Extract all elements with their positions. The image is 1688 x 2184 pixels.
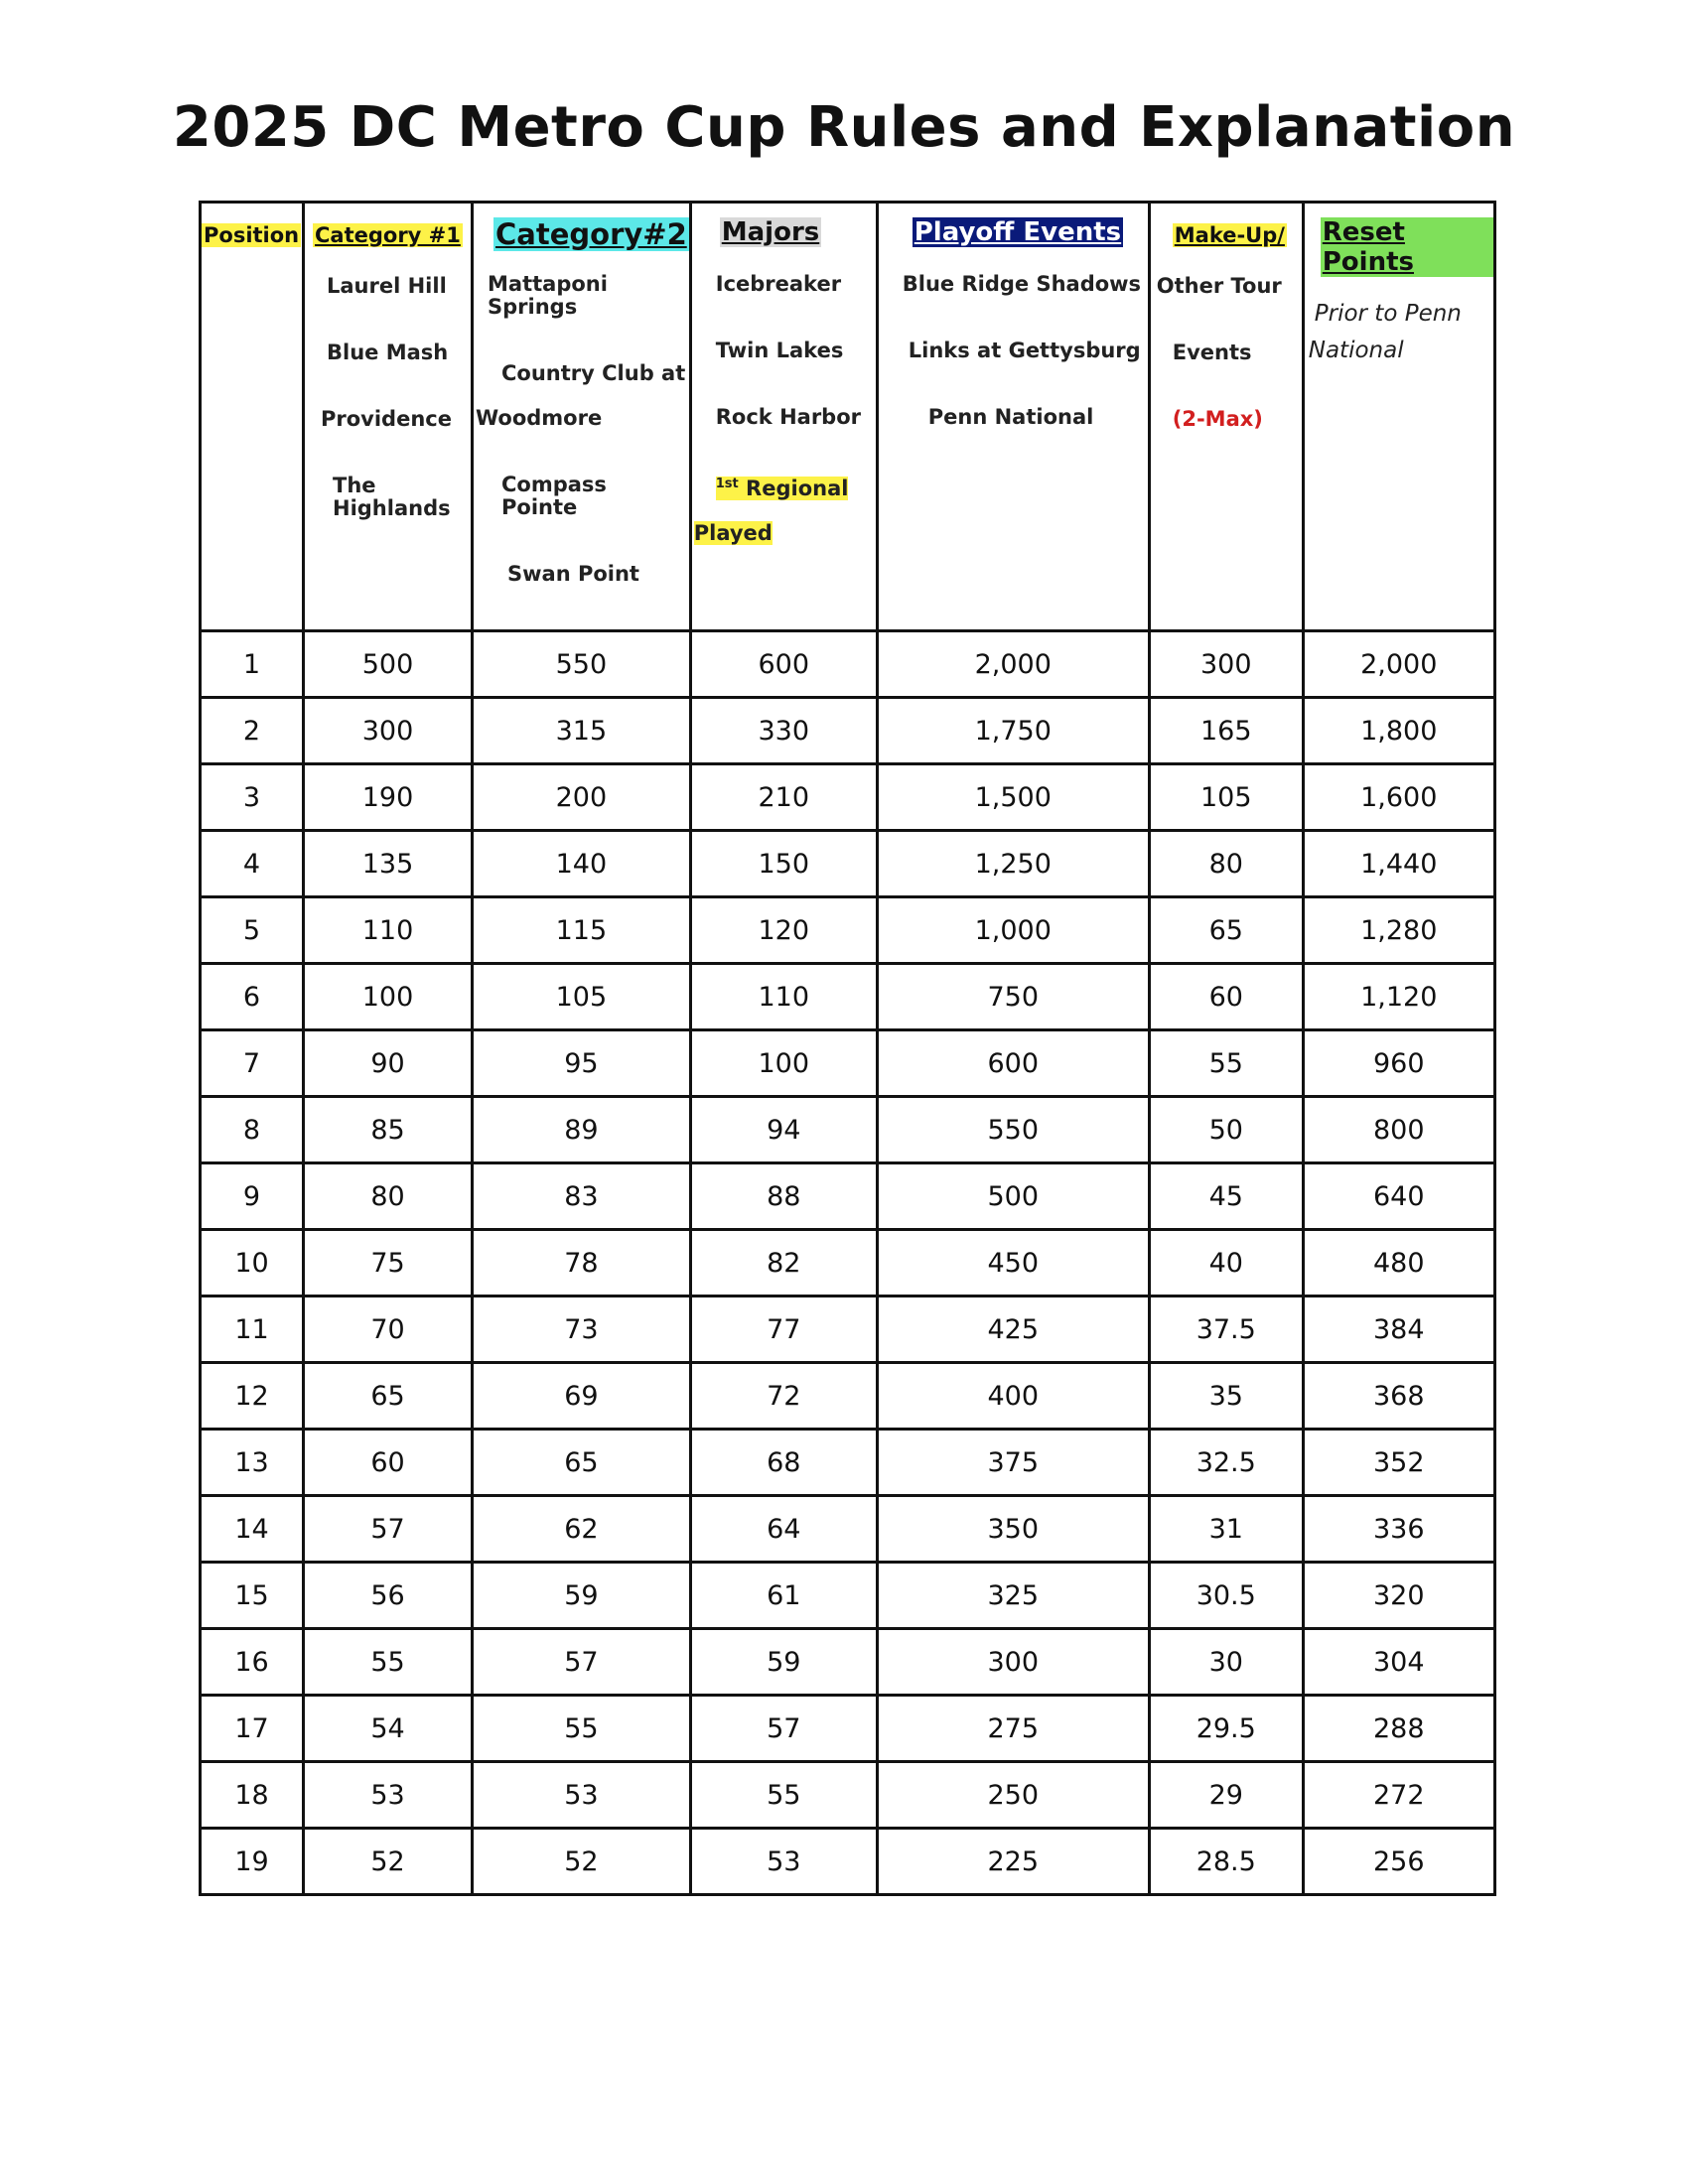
cell-reset: 304 bbox=[1303, 1629, 1494, 1696]
cell-category2: 315 bbox=[473, 698, 691, 764]
table-row bbox=[201, 631, 1495, 698]
cell-majors: 210 bbox=[690, 764, 877, 831]
cell-reset: 256 bbox=[1303, 1829, 1494, 1895]
regional-label: $^{1st}$ Regional bbox=[715, 477, 849, 500]
cell-majors: 68 bbox=[690, 1430, 877, 1496]
cell-playoff: 275 bbox=[877, 1696, 1149, 1762]
cell-category2: 57 bbox=[473, 1629, 691, 1696]
cell-makeup: 50 bbox=[1149, 1097, 1303, 1163]
table-row bbox=[201, 1430, 1495, 1496]
cell-playoff: 2,000 bbox=[877, 631, 1149, 698]
venue: Laurel Hill bbox=[327, 274, 447, 298]
cell-category2: 65 bbox=[473, 1430, 691, 1496]
cell-majors: 55 bbox=[690, 1762, 877, 1829]
cell-position: 5 bbox=[201, 897, 304, 964]
cell-category2: 55 bbox=[473, 1696, 691, 1762]
table-row bbox=[201, 1829, 1495, 1895]
cell-makeup: 165 bbox=[1149, 698, 1303, 764]
cell-category2: 52 bbox=[473, 1829, 691, 1895]
cell-majors: 150 bbox=[690, 831, 877, 897]
cell-reset: 320 bbox=[1303, 1563, 1494, 1629]
cell-playoff: 250 bbox=[877, 1762, 1149, 1829]
cell-reset: 352 bbox=[1303, 1430, 1494, 1496]
table-row bbox=[201, 1097, 1495, 1163]
cell-reset: 272 bbox=[1303, 1762, 1494, 1829]
venue-regional bbox=[716, 473, 876, 500]
cell-majors: 120 bbox=[690, 897, 877, 964]
makeup-max: (2-Max) bbox=[1172, 407, 1263, 431]
cell-category1: 75 bbox=[304, 1230, 473, 1297]
cell-category2: 550 bbox=[473, 631, 691, 698]
cell-majors: 59 bbox=[690, 1629, 877, 1696]
cell-category1: 85 bbox=[304, 1097, 473, 1163]
cell-playoff: 600 bbox=[877, 1030, 1149, 1097]
header-category2-label: Category#2 bbox=[495, 217, 687, 251]
cell-majors: 82 bbox=[690, 1230, 877, 1297]
category2-venues bbox=[476, 272, 689, 586]
cell-majors: 94 bbox=[690, 1097, 877, 1163]
cell-playoff: 300 bbox=[877, 1629, 1149, 1696]
cell-makeup: 105 bbox=[1149, 764, 1303, 831]
cell-category1: 53 bbox=[304, 1762, 473, 1829]
table-row bbox=[201, 764, 1495, 831]
cell-majors: 110 bbox=[690, 964, 877, 1030]
cell-position: 19 bbox=[201, 1829, 304, 1895]
cell-category1: 190 bbox=[304, 764, 473, 831]
points-table bbox=[199, 201, 1496, 1896]
cell-makeup: 40 bbox=[1149, 1230, 1303, 1297]
category1-venues bbox=[313, 275, 471, 520]
table-row bbox=[201, 831, 1495, 897]
venue: Links at Gettysburg bbox=[908, 339, 1141, 362]
cell-reset: 1,800 bbox=[1303, 698, 1494, 764]
header-position bbox=[201, 203, 304, 631]
cell-category1: 500 bbox=[304, 631, 473, 698]
header-makeup-label: Make-Up/ bbox=[1174, 223, 1285, 247]
venue: Icebreaker bbox=[715, 272, 842, 296]
cell-makeup: 28.5 bbox=[1149, 1829, 1303, 1895]
cell-makeup: 29.5 bbox=[1149, 1696, 1303, 1762]
venue: Other Tour bbox=[1156, 274, 1282, 298]
venue: Swan Point bbox=[507, 562, 639, 586]
cell-category2: 140 bbox=[473, 831, 691, 897]
cell-category1: 57 bbox=[304, 1496, 473, 1563]
cell-category1: 55 bbox=[304, 1629, 473, 1696]
cell-position: 2 bbox=[201, 698, 304, 764]
cell-position: 3 bbox=[201, 764, 304, 831]
table-body bbox=[201, 631, 1495, 1895]
cell-reset: 1,120 bbox=[1303, 964, 1494, 1030]
header-majors-label: Majors bbox=[721, 217, 820, 247]
table-row bbox=[201, 1163, 1495, 1230]
cell-majors: 100 bbox=[690, 1030, 877, 1097]
cell-majors: 53 bbox=[690, 1829, 877, 1895]
cell-reset: 2,000 bbox=[1303, 631, 1494, 698]
venue-regional-line2: Played bbox=[693, 521, 773, 545]
cell-position: 7 bbox=[201, 1030, 304, 1097]
cell-makeup: 300 bbox=[1149, 631, 1303, 698]
cell-reset: 480 bbox=[1303, 1230, 1494, 1297]
cell-makeup: 65 bbox=[1149, 897, 1303, 964]
table-row bbox=[201, 1496, 1495, 1563]
cell-reset: 336 bbox=[1303, 1496, 1494, 1563]
cell-category2: 73 bbox=[473, 1297, 691, 1363]
cell-makeup: 45 bbox=[1149, 1163, 1303, 1230]
cell-category2: 89 bbox=[473, 1097, 691, 1163]
cell-playoff: 425 bbox=[877, 1297, 1149, 1363]
makeup-venues bbox=[1156, 274, 1302, 431]
header-position-label: Position bbox=[204, 223, 300, 247]
cell-category2: 69 bbox=[473, 1363, 691, 1430]
cell-majors: 77 bbox=[690, 1297, 877, 1363]
cell-reset: 800 bbox=[1303, 1097, 1494, 1163]
majors-venues bbox=[693, 272, 876, 545]
cell-makeup: 55 bbox=[1149, 1030, 1303, 1097]
cell-position: 1 bbox=[201, 631, 304, 698]
cell-category1: 56 bbox=[304, 1563, 473, 1629]
cell-makeup: 37.5 bbox=[1149, 1297, 1303, 1363]
header-makeup bbox=[1149, 203, 1303, 631]
cell-majors: 600 bbox=[690, 631, 877, 698]
cell-majors: 72 bbox=[690, 1363, 877, 1430]
cell-category1: 60 bbox=[304, 1430, 473, 1496]
table-row bbox=[201, 1230, 1495, 1297]
cell-position: 8 bbox=[201, 1097, 304, 1163]
header-majors bbox=[690, 203, 877, 631]
playoff-venues bbox=[902, 272, 1148, 429]
cell-category1: 80 bbox=[304, 1163, 473, 1230]
cell-category2: 53 bbox=[473, 1762, 691, 1829]
cell-playoff: 350 bbox=[877, 1496, 1149, 1563]
cell-position: 11 bbox=[201, 1297, 304, 1363]
cell-playoff: 400 bbox=[877, 1363, 1149, 1430]
table-row bbox=[201, 1363, 1495, 1430]
cell-category1: 65 bbox=[304, 1363, 473, 1430]
venue: Blue Ridge Shadows bbox=[902, 272, 1142, 296]
venue: Rock Harbor bbox=[715, 405, 861, 429]
venue: National bbox=[1308, 338, 1404, 363]
cell-playoff: 1,500 bbox=[877, 764, 1149, 831]
cell-majors: 64 bbox=[690, 1496, 877, 1563]
cell-reset: 1,600 bbox=[1303, 764, 1494, 831]
cell-makeup: 30.5 bbox=[1149, 1563, 1303, 1629]
venue: Providence bbox=[321, 407, 452, 431]
cell-category1: 90 bbox=[304, 1030, 473, 1097]
cell-playoff: 375 bbox=[877, 1430, 1149, 1496]
cell-playoff: 750 bbox=[877, 964, 1149, 1030]
table-header bbox=[201, 203, 1495, 631]
cell-category1: 54 bbox=[304, 1696, 473, 1762]
page-title: 2025 DC Metro Cup Rules and Explanation bbox=[172, 95, 1516, 160]
cell-playoff: 1,750 bbox=[877, 698, 1149, 764]
cell-category1: 135 bbox=[304, 831, 473, 897]
table-row bbox=[201, 1563, 1495, 1629]
table-row bbox=[201, 698, 1495, 764]
cell-playoff: 550 bbox=[877, 1097, 1149, 1163]
table-row bbox=[201, 1629, 1495, 1696]
table-row bbox=[201, 1696, 1495, 1762]
header-playoff-label: Playoff Events bbox=[914, 217, 1122, 247]
venue: Country Club at bbox=[501, 361, 686, 385]
venue: Twin Lakes bbox=[715, 339, 844, 362]
venue: Prior to Penn bbox=[1314, 301, 1462, 327]
header-category1-label: Category #1 bbox=[315, 223, 461, 247]
reset-venues bbox=[1308, 301, 1493, 363]
cell-majors: 88 bbox=[690, 1163, 877, 1230]
table-row bbox=[201, 1297, 1495, 1363]
cell-category1: 52 bbox=[304, 1829, 473, 1895]
venue: Woodmore bbox=[476, 406, 603, 430]
cell-playoff: 1,000 bbox=[877, 897, 1149, 964]
header-reset bbox=[1303, 203, 1494, 631]
venue: The Highlands bbox=[333, 474, 451, 520]
cell-position: 9 bbox=[201, 1163, 304, 1230]
cell-category1: 100 bbox=[304, 964, 473, 1030]
cell-position: 10 bbox=[201, 1230, 304, 1297]
cell-position: 18 bbox=[201, 1762, 304, 1829]
cell-category2: 95 bbox=[473, 1030, 691, 1097]
cell-position: 15 bbox=[201, 1563, 304, 1629]
cell-category2: 115 bbox=[473, 897, 691, 964]
cell-position: 17 bbox=[201, 1696, 304, 1762]
cell-reset: 640 bbox=[1303, 1163, 1494, 1230]
venue: Events bbox=[1172, 341, 1252, 364]
cell-category2: 59 bbox=[473, 1563, 691, 1629]
cell-position: 16 bbox=[201, 1629, 304, 1696]
cell-playoff: 450 bbox=[877, 1230, 1149, 1297]
cell-category2: 200 bbox=[473, 764, 691, 831]
cell-category2: 62 bbox=[473, 1496, 691, 1563]
cell-majors: 330 bbox=[690, 698, 877, 764]
cell-position: 12 bbox=[201, 1363, 304, 1430]
cell-playoff: 325 bbox=[877, 1563, 1149, 1629]
venue: Penn National bbox=[927, 405, 1094, 429]
cell-majors: 61 bbox=[690, 1563, 877, 1629]
cell-makeup: 32.5 bbox=[1149, 1430, 1303, 1496]
cell-position: 13 bbox=[201, 1430, 304, 1496]
header-category2 bbox=[473, 203, 691, 631]
cell-category2: 78 bbox=[473, 1230, 691, 1297]
cell-playoff: 1,250 bbox=[877, 831, 1149, 897]
cell-position: 4 bbox=[201, 831, 304, 897]
header-playoff bbox=[877, 203, 1149, 631]
table-row bbox=[201, 1030, 1495, 1097]
cell-reset: 384 bbox=[1303, 1297, 1494, 1363]
cell-reset: 960 bbox=[1303, 1030, 1494, 1097]
table-row bbox=[201, 897, 1495, 964]
cell-makeup: 80 bbox=[1149, 831, 1303, 897]
cell-makeup: 60 bbox=[1149, 964, 1303, 1030]
cell-category2: 105 bbox=[473, 964, 691, 1030]
header-category1 bbox=[304, 203, 473, 631]
header-reset-label: Reset Points bbox=[1321, 217, 1493, 277]
cell-category1: 300 bbox=[304, 698, 473, 764]
cell-position: 6 bbox=[201, 964, 304, 1030]
cell-reset: 1,440 bbox=[1303, 831, 1494, 897]
cell-makeup: 35 bbox=[1149, 1363, 1303, 1430]
table-row bbox=[201, 1762, 1495, 1829]
cell-reset: 368 bbox=[1303, 1363, 1494, 1430]
cell-playoff: 225 bbox=[877, 1829, 1149, 1895]
cell-category2: 83 bbox=[473, 1163, 691, 1230]
cell-playoff: 500 bbox=[877, 1163, 1149, 1230]
cell-makeup: 29 bbox=[1149, 1762, 1303, 1829]
cell-reset: 288 bbox=[1303, 1696, 1494, 1762]
cell-reset: 1,280 bbox=[1303, 897, 1494, 964]
table-row bbox=[201, 964, 1495, 1030]
cell-category1: 110 bbox=[304, 897, 473, 964]
venue: Blue Mash bbox=[327, 341, 449, 364]
cell-category1: 70 bbox=[304, 1297, 473, 1363]
venue: Mattaponi Springs bbox=[488, 272, 608, 319]
venue: Compass Pointe bbox=[501, 473, 607, 519]
cell-position: 14 bbox=[201, 1496, 304, 1563]
cell-makeup: 30 bbox=[1149, 1629, 1303, 1696]
cell-majors: 57 bbox=[690, 1696, 877, 1762]
cell-makeup: 31 bbox=[1149, 1496, 1303, 1563]
